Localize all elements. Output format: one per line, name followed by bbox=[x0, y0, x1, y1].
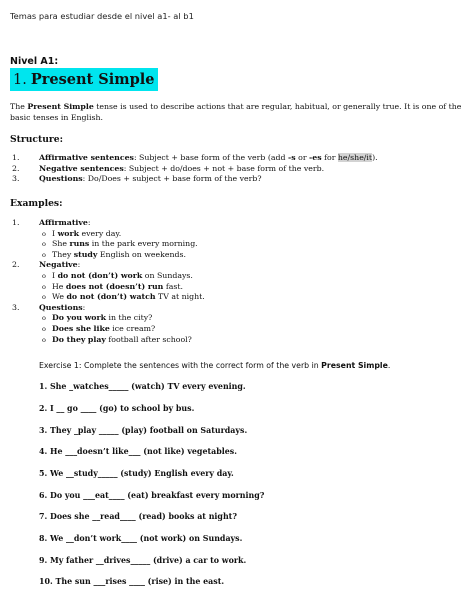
item-label: Affirmative sentences bbox=[39, 153, 134, 162]
group-label: Affirmative bbox=[39, 218, 88, 227]
ex-a: They bbox=[52, 249, 74, 259]
example-item bbox=[12, 313, 205, 324]
ex-c: in the park every morning. bbox=[89, 239, 198, 249]
item-text: : Subject + do/does + not + base form of the verb. bbox=[123, 163, 325, 173]
example-item bbox=[12, 335, 205, 346]
example-item bbox=[12, 239, 205, 250]
example-item bbox=[12, 229, 205, 240]
example-item bbox=[12, 324, 205, 335]
exercise-item: 4. He ___doesn’t like___ (not like) vegetables. bbox=[39, 447, 237, 456]
bullet-icon: o bbox=[42, 314, 46, 323]
exercise-instructions bbox=[39, 361, 390, 370]
intro-paragraph bbox=[10, 101, 465, 123]
item-number: 3. bbox=[12, 174, 20, 184]
example-item bbox=[12, 250, 205, 261]
ex-b: Does she bbox=[52, 323, 92, 333]
ex-a: I bbox=[52, 228, 58, 238]
ex-b: runs bbox=[69, 239, 90, 249]
item-or: or bbox=[295, 153, 310, 162]
bullet-icon: o bbox=[42, 324, 46, 333]
ex-d: play bbox=[87, 334, 106, 344]
group-number: 1. bbox=[12, 218, 20, 227]
bullet-icon: o bbox=[42, 250, 46, 259]
section-title-text: Present Simple bbox=[30, 71, 155, 88]
example-item bbox=[12, 282, 205, 293]
intro-post: tense is used to describe actions that are regular, habitual, or generally true. It is one of the basic tenses in English. bbox=[10, 102, 462, 122]
page-header: Temas para estudiar desde el nivel a1- al b1 bbox=[10, 11, 194, 21]
group-colon: : bbox=[77, 260, 81, 270]
section-title bbox=[10, 68, 158, 91]
example-item bbox=[12, 271, 205, 282]
ex-c: fast. bbox=[163, 281, 183, 291]
item-number: 2. bbox=[12, 163, 20, 173]
structure-item bbox=[12, 174, 378, 185]
example-group bbox=[12, 303, 205, 314]
structure-item bbox=[12, 153, 378, 164]
ex-e: in the city? bbox=[106, 313, 153, 323]
bullet-icon: o bbox=[42, 293, 46, 302]
ex-b: do not (don’t) watch bbox=[66, 292, 156, 302]
intro-pre: The bbox=[10, 102, 28, 111]
bullet-icon: o bbox=[42, 271, 46, 280]
ex-a: She bbox=[52, 239, 70, 249]
bullet-icon: o bbox=[42, 229, 46, 238]
ex-b: do not (don’t) work bbox=[57, 270, 143, 280]
section-number: 1. bbox=[13, 72, 27, 88]
group-label: Negative bbox=[39, 260, 78, 270]
examples-list bbox=[12, 218, 205, 345]
level-heading: Nivel A1: bbox=[10, 56, 59, 67]
exercise-intro-bold: Present Simple bbox=[321, 361, 388, 370]
exercise-item: 2. I __ go ____ (go) to school by bus. bbox=[39, 404, 195, 413]
intro-bold: Present Simple bbox=[27, 102, 94, 111]
item-end: ). bbox=[372, 153, 378, 162]
ex-b: study bbox=[73, 249, 98, 259]
highlighted-text: he/she/it bbox=[337, 153, 373, 162]
group-colon: : bbox=[82, 302, 86, 312]
ex-b: does not (doesn’t) run bbox=[65, 281, 164, 291]
item-label: Negative sentences bbox=[39, 163, 124, 173]
ex-b: Do they bbox=[52, 334, 86, 344]
structure-heading: Structure: bbox=[10, 134, 63, 145]
ex-b: work bbox=[57, 228, 79, 238]
exercise-item: 10. The sun ___rises ____ (rise) in the east. bbox=[39, 577, 225, 586]
exercise-item: 1. She _watches_____ (watch) TV every evening. bbox=[39, 382, 246, 391]
item-for: for bbox=[321, 153, 338, 162]
exercise-item: 9. My father __drives_____ (drive) a car to work. bbox=[39, 556, 247, 565]
exercise-item: 5. We __study_____ (study) English every day. bbox=[39, 469, 234, 478]
example-item bbox=[12, 292, 205, 303]
item-text: : Do/Does + subject + base form of the verb? bbox=[82, 174, 262, 184]
ex-a: I bbox=[52, 270, 58, 280]
ex-e: ice cream? bbox=[109, 323, 156, 333]
item-text: : Subject + base form of the verb (add bbox=[133, 153, 289, 162]
exercise-intro-pre: Exercise 1: Complete the sentences with the correct form of the verb in bbox=[39, 361, 322, 370]
ex-d: work bbox=[84, 313, 106, 323]
item-suffix-s: -s bbox=[288, 153, 296, 162]
structure-list bbox=[12, 153, 378, 185]
bullet-icon: o bbox=[42, 240, 46, 249]
ex-e: football after school? bbox=[105, 334, 192, 344]
ex-d: like bbox=[93, 323, 110, 333]
bullet-icon: o bbox=[42, 335, 46, 344]
group-colon: : bbox=[87, 218, 91, 227]
ex-c: on Sundays. bbox=[142, 270, 193, 280]
item-number: 1. bbox=[12, 153, 20, 162]
ex-a: He bbox=[52, 281, 66, 291]
group-label: Questions bbox=[39, 302, 83, 312]
exercise-item: 6. Do you ___eat____ (eat) breakfast every morning? bbox=[39, 491, 265, 500]
ex-b: Do you bbox=[52, 313, 83, 323]
exercise-item: 3. They _play _____ (play) football on Saturdays. bbox=[39, 426, 248, 435]
item-label: Questions bbox=[39, 174, 83, 184]
ex-c: every day. bbox=[79, 228, 122, 238]
ex-c: English on weekends. bbox=[97, 249, 186, 259]
exercise-intro-post: . bbox=[387, 361, 391, 370]
example-group bbox=[12, 218, 205, 229]
example-group bbox=[12, 260, 205, 271]
exercise-item: 8. We __don’t work____ (not work) on Sundays. bbox=[39, 534, 243, 543]
structure-item bbox=[12, 164, 378, 175]
item-suffix-es: -es bbox=[309, 153, 322, 162]
ex-a: We bbox=[52, 292, 67, 302]
group-number: 2. bbox=[12, 260, 20, 270]
group-number: 3. bbox=[12, 302, 20, 312]
ex-c: TV at night. bbox=[155, 292, 205, 302]
exercise-item: 7. Does she __read____ (read) books at night? bbox=[39, 512, 237, 521]
bullet-icon: o bbox=[42, 282, 46, 291]
examples-heading: Examples: bbox=[10, 198, 63, 209]
